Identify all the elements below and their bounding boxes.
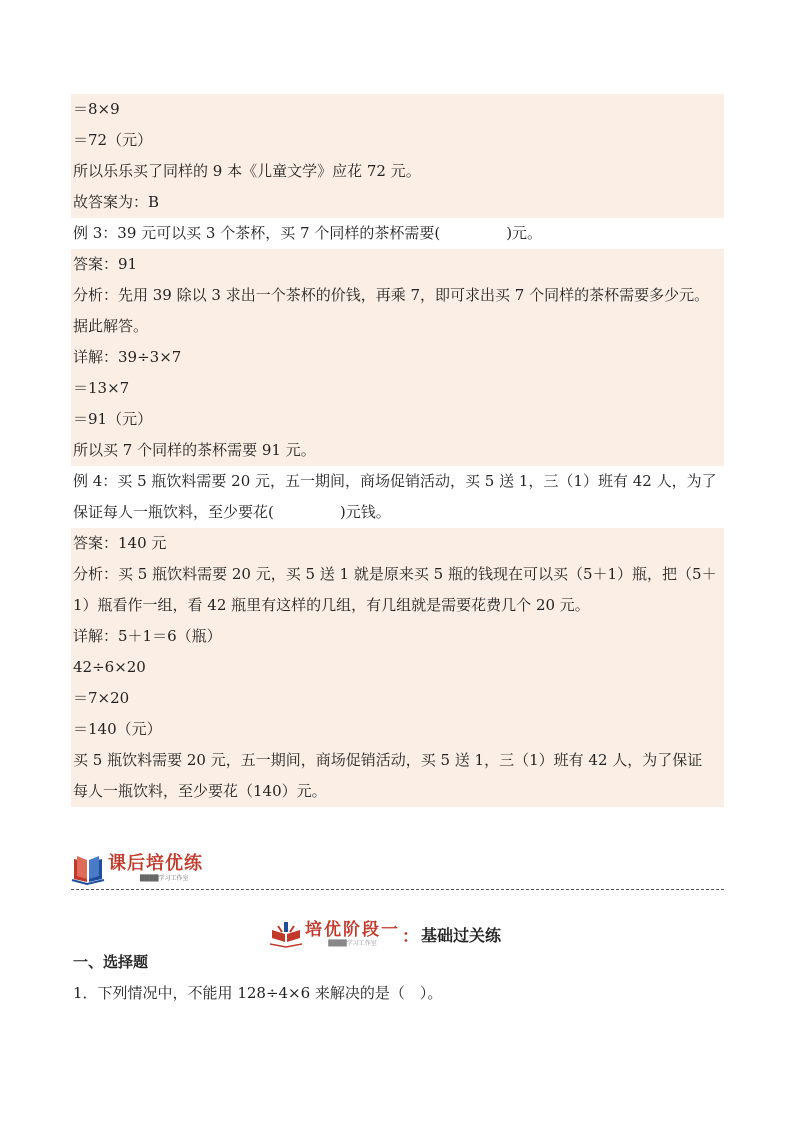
content-line — [71, 745, 724, 776]
logo-title: 课后培优练 — [108, 853, 203, 874]
line-text: ＝140（元） — [73, 720, 162, 738]
content-line — [71, 94, 724, 125]
content-line — [71, 342, 724, 373]
content-line — [71, 249, 724, 280]
line-text: 例 4：买 5 瓶饮料需要 20 元，五一期间，商场促销活动，买 5 送 1，三（1）班有 42 人，为了 — [73, 472, 717, 490]
line-text: 据此解答。 — [73, 317, 149, 335]
line-text: 保证每人一瓶饮料，至少要花( — [73, 503, 274, 521]
content-line — [71, 187, 724, 218]
line-text: 每人一瓶饮料，至少要花（140）元。 — [73, 782, 327, 800]
line-text: 故答案为：B — [73, 193, 160, 211]
line-text: 买 5 瓶饮料需要 20 元，五一期间，商场促销活动，买 5 送 1，三（1）班有 42 人，为了保证 — [73, 751, 703, 769]
line-text-after: )元钱。 — [339, 503, 391, 521]
after-class-logo — [71, 853, 203, 885]
line-text: ＝91（元） — [73, 410, 153, 428]
content-line — [71, 528, 724, 559]
line-text: 例 3：39 元可以买 3 个茶杯，买 7 个同样的茶杯需要( — [73, 224, 441, 242]
content-line — [71, 435, 724, 466]
line-text: 所以买 7 个同样的茶杯需要 91 元。 — [73, 441, 316, 459]
content-line — [71, 311, 724, 342]
content-line — [71, 404, 724, 435]
stage-subtitle: ████学习工作室 — [328, 940, 377, 947]
content-line — [71, 590, 724, 621]
line-text: 42÷6×20 — [73, 658, 146, 676]
line-text: ＝13×7 — [73, 379, 130, 397]
section-title: 一、选择题 — [73, 953, 149, 971]
content-line — [71, 466, 724, 497]
content-line — [71, 125, 724, 156]
line-text: 答案：140 元 — [73, 534, 167, 552]
content-line — [71, 280, 724, 311]
content-line — [71, 621, 724, 652]
line-text: ＝8×9 — [73, 100, 120, 118]
book-icon — [71, 853, 105, 885]
line-text: 分析：先用 39 除以 3 求出一个茶杯的价钱，再乘 7，即可求出买 7 个同样的茶杯需要多少元。 — [73, 286, 710, 304]
content-line — [71, 776, 724, 807]
line-text: ＝72（元） — [73, 131, 153, 149]
stage-colon: ： — [402, 926, 419, 947]
line-text: 所以乐乐买了同样的 9 本《儿童文学》应花 72 元。 — [73, 162, 421, 180]
line-text: 详解：39÷3×7 — [73, 348, 182, 366]
content-line — [71, 218, 724, 249]
line-text: 分析：买 5 瓶饮料需要 20 元，买 5 送 1 就是原来买 5 瓶的钱现在可以买（5＋1）瓶，把（5＋ — [73, 565, 717, 583]
line-text: 1）瓶看作一组，看 42 瓶里有这样的几组，有几组就是需要花费几个 20 元。 — [73, 596, 590, 614]
section-divider — [71, 889, 724, 890]
line-text-after: )元。 — [506, 224, 543, 242]
question-1: 1．下列情况中，不能用 128÷4×6 来解决的是（ ）。 — [73, 984, 443, 1002]
logo-subtitle: ████学习工作室 — [140, 875, 189, 882]
stage-heading — [270, 918, 501, 950]
content-line — [71, 373, 724, 404]
content-line — [71, 559, 724, 590]
stage-label: 基础过关练 — [421, 925, 502, 945]
content-line — [71, 714, 724, 745]
content-line — [71, 156, 724, 187]
content-line — [71, 497, 724, 528]
content-line — [71, 683, 724, 714]
line-text: ＝7×20 — [73, 689, 130, 707]
line-text: 详解：5＋1＝6（瓶） — [73, 627, 222, 645]
line-text: 答案：91 — [73, 255, 138, 273]
content-line — [71, 652, 724, 683]
stage-title: 培优阶段一 — [305, 920, 400, 940]
stage-book-icon — [270, 920, 302, 948]
